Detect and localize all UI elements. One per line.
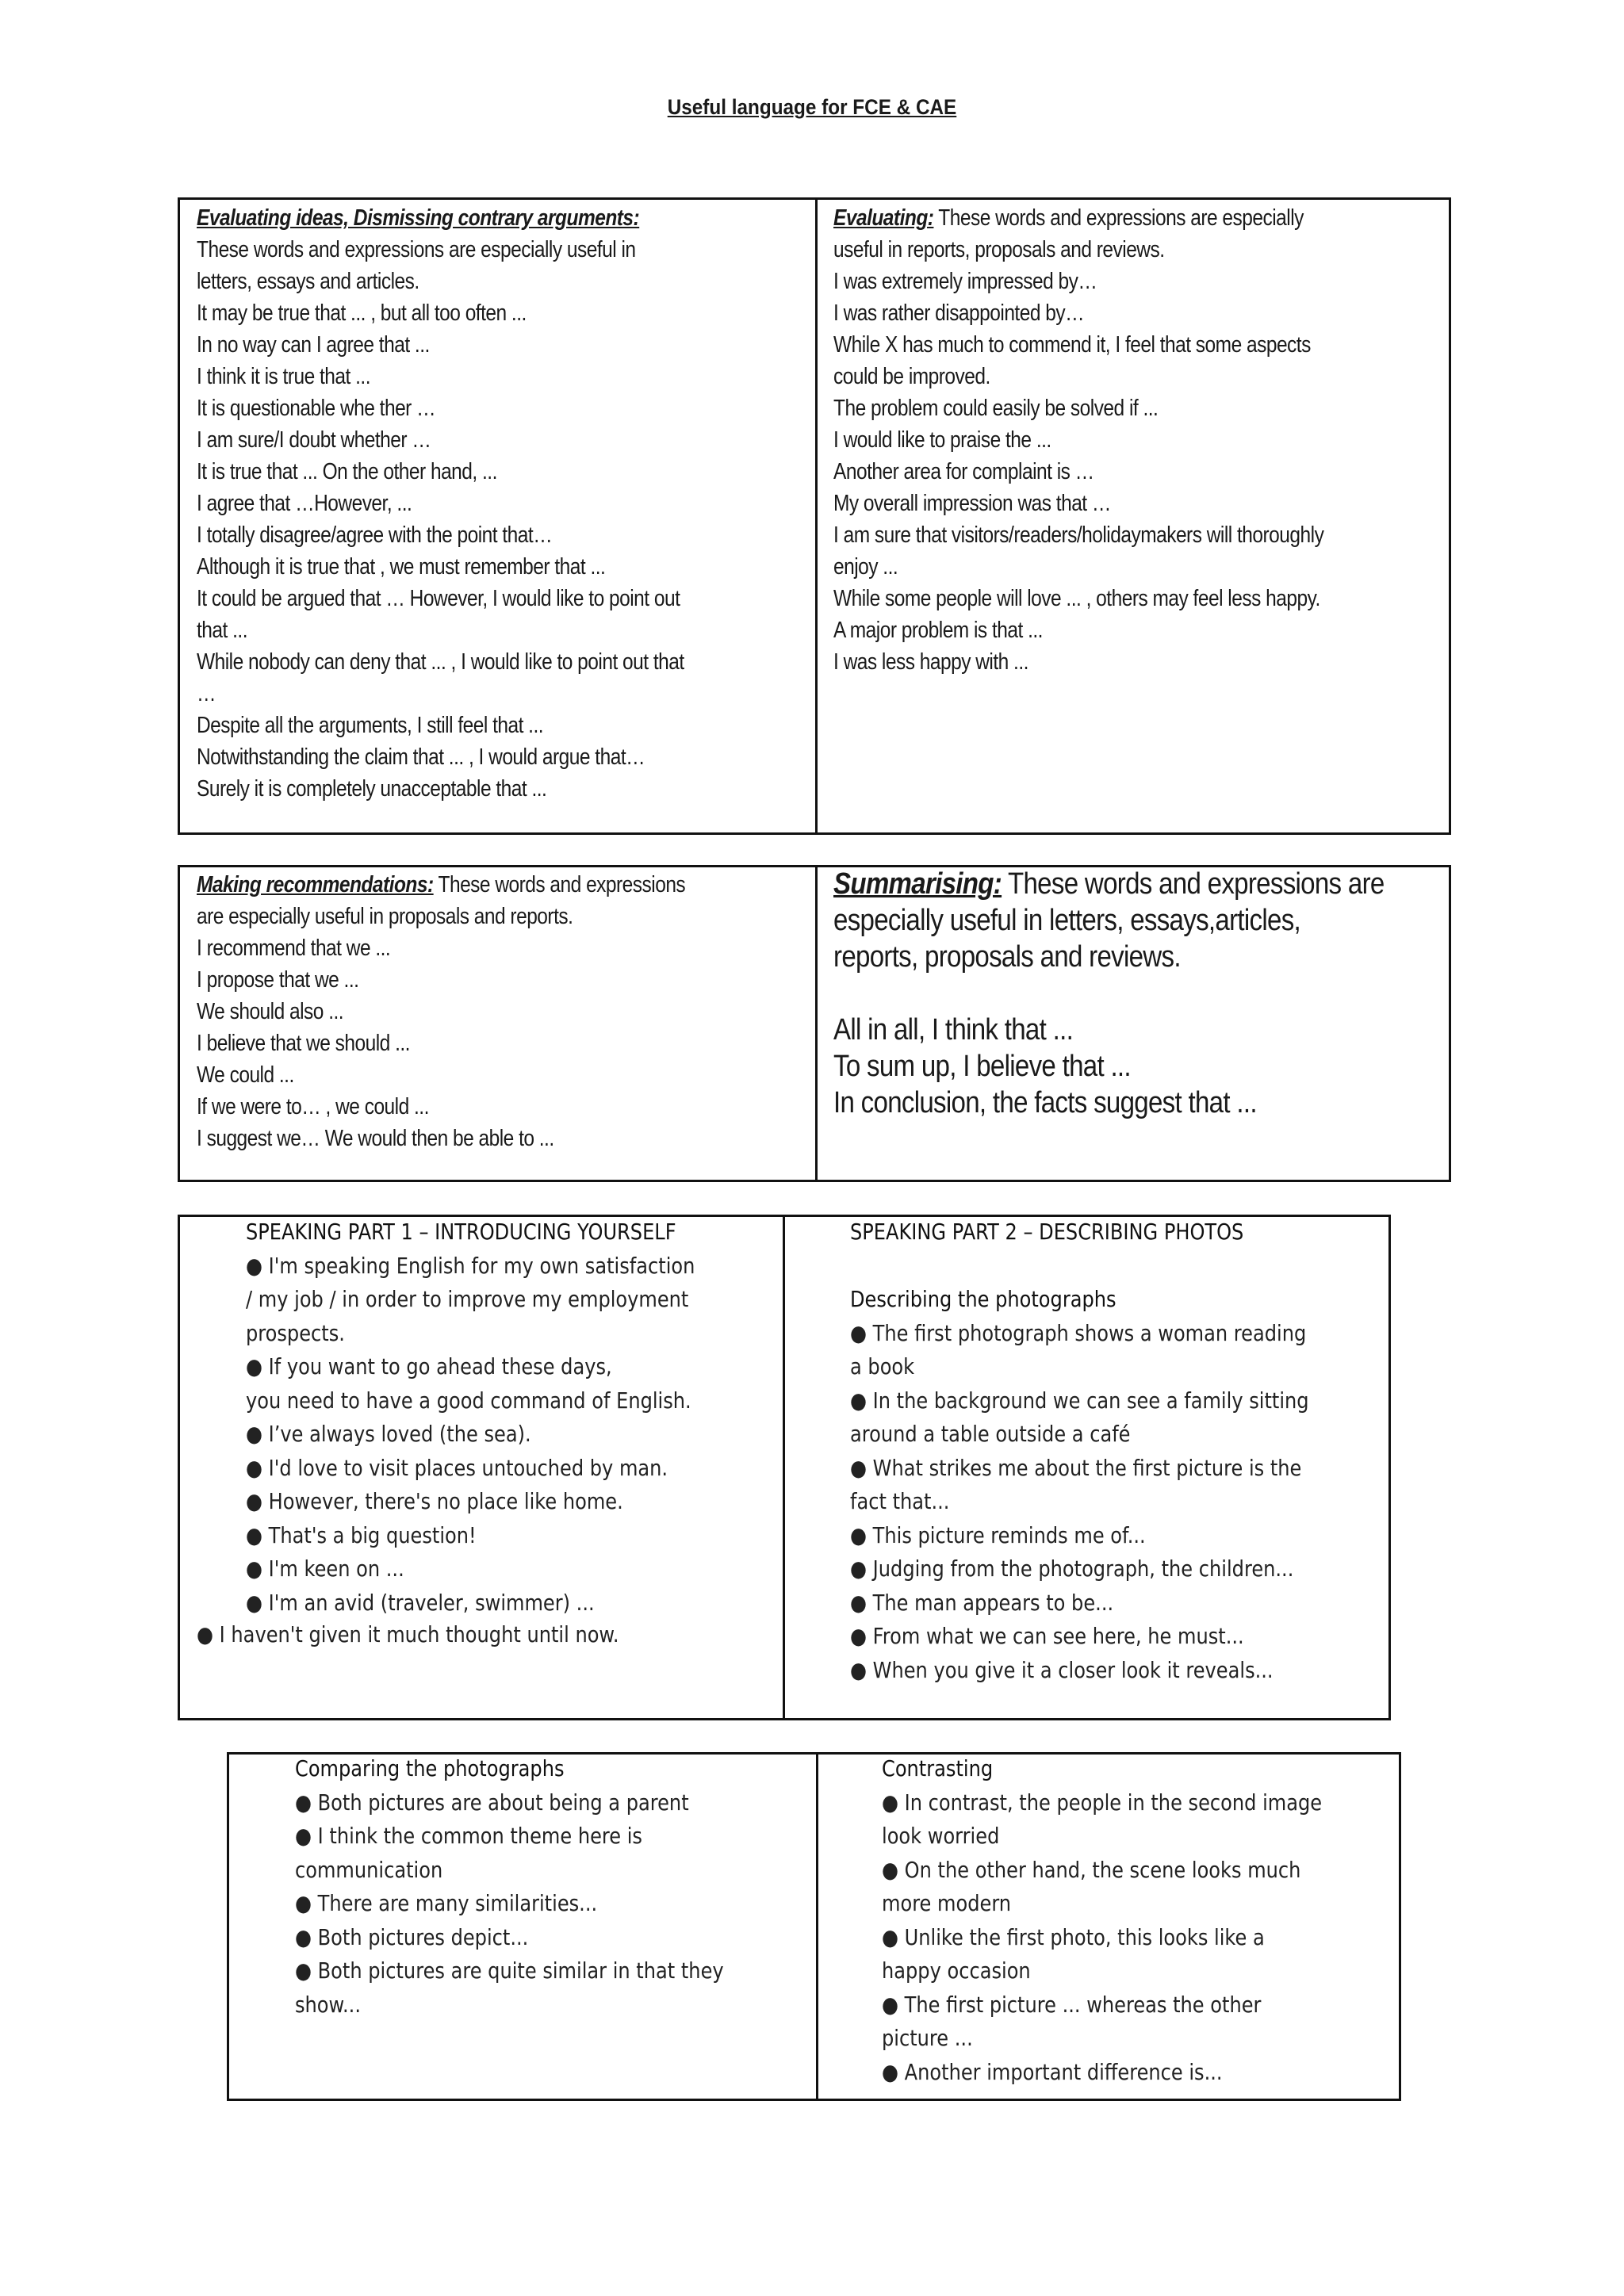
column-divider xyxy=(815,867,818,1180)
phrase-line: While X has much to commend it, I feel that some aspects xyxy=(833,332,1311,358)
example-phrase: To sum up, I believe that ... xyxy=(833,1050,1131,1083)
bullet-line: you need to have a good command of English. xyxy=(246,1387,691,1414)
making-recommendations-cell xyxy=(197,869,810,1180)
phrase-line: I totally disagree/agree with the point that… xyxy=(197,522,553,548)
phrase-list xyxy=(882,1786,1427,2090)
phrase-line: reports, proposals and reviews. xyxy=(833,940,1181,974)
bullet-line: ● There are many similarities... xyxy=(295,1890,598,1916)
bullet-line: ● The first photograph shows a woman reading xyxy=(850,1319,1307,1346)
phrase-line: I was extremely impressed by… xyxy=(833,269,1097,294)
phrase-line: especially useful in letters, essays,articles, xyxy=(833,904,1301,937)
phrase-list xyxy=(850,1317,1409,1688)
evaluating-table xyxy=(178,197,1451,835)
bullet-line: a book xyxy=(850,1353,915,1380)
cell-heading: Comparing the photographs xyxy=(295,1755,565,1781)
phrase-line: We could ... xyxy=(197,1062,294,1088)
phrase-line: useful in reports, proposals and reviews. xyxy=(833,237,1165,262)
bullet-line: ● However, there's no place like home. xyxy=(246,1488,623,1514)
bullet-line: picture ... xyxy=(882,2025,973,2051)
bullet-line: ● Both pictures are about being a parent xyxy=(295,1789,689,1816)
bullet-line: ● What strikes me about the first picture is the xyxy=(850,1454,1302,1481)
phrase-line: It may be true that ... , but all too often ... xyxy=(197,300,527,326)
cell-heading: Summarising: These words and expressions are xyxy=(833,867,1385,901)
recommend-summarise-table xyxy=(178,865,1451,1182)
phrase-line: These words and expressions are especially useful in xyxy=(197,237,636,262)
example-phrase: In conclusion, the facts suggest that ... xyxy=(833,1086,1257,1119)
phrase-line: that ... xyxy=(197,618,248,643)
bullet-line: ● From what we can see here, he must... xyxy=(850,1623,1244,1649)
phrase-line: I would like to praise the ... xyxy=(833,427,1051,453)
bullet-line: ● On the other hand, the scene looks much xyxy=(882,1856,1301,1883)
phrase-line: I agree that …However, ... xyxy=(197,491,412,516)
phrase-line: It is questionable whe ther … xyxy=(197,396,436,421)
phrase-line: I am sure that visitors/readers/holidaymakers will thoroughly xyxy=(833,522,1324,548)
phrase-line: I suggest we… We would then be able to ... xyxy=(197,1126,554,1151)
bullet-line: ● Both pictures depict... xyxy=(295,1923,529,1950)
phrase-line: could be improved. xyxy=(833,364,990,389)
bullet-line: ● Another important difference is... xyxy=(882,2058,1223,2085)
phrase-line: Surely it is completely unacceptable that ... xyxy=(197,776,547,802)
phrase-line: I am sure/I doubt whether … xyxy=(197,427,431,453)
bullet-line: ● Unlike the first photo, this looks like a xyxy=(882,1923,1265,1950)
phrase-list xyxy=(246,1249,805,1621)
contrasting-cell xyxy=(882,1752,1427,2099)
phrase-line: I think it is true that ... xyxy=(197,364,371,389)
page-title: Useful language for FCE & CAE xyxy=(667,95,957,119)
bullet-line: / my job / in order to improve my employment xyxy=(246,1286,689,1312)
cell-heading: Making recommendations: These words and expressions xyxy=(197,872,686,897)
summarising-cell xyxy=(833,866,1454,1180)
evaluating-cell xyxy=(833,202,1447,832)
cell-subheading: Describing the photographs xyxy=(850,1286,1116,1312)
bullet-line: ● In contrast, the people in the second image xyxy=(882,1789,1323,1816)
phrase-list xyxy=(833,902,1454,975)
cell-heading: Contrasting xyxy=(882,1755,994,1781)
phrase-list xyxy=(197,901,810,1154)
cell-heading: SPEAKING PART 2 – DESCRIBING PHOTOS xyxy=(850,1219,1244,1245)
compare-contrast-table xyxy=(227,1752,1401,2101)
cell-heading: Evaluating: These words and expressions are especially xyxy=(833,205,1304,231)
example-list xyxy=(833,1012,1454,1121)
phrase-line: It could be argued that … However, I would like to point out xyxy=(197,586,680,611)
bullet-line: ● When you give it a closer look it reveals... xyxy=(850,1656,1274,1683)
bullet-line: ● This picture reminds me of... xyxy=(850,1521,1146,1548)
phrase-line: In no way can I agree that ... xyxy=(197,332,430,358)
phrase-line: While nobody can deny that ... , I would like to point out that xyxy=(197,649,684,675)
column-divider xyxy=(815,200,818,832)
bullet-line: ● Both pictures are quite similar in that they xyxy=(295,1957,724,1984)
bullet-line: show... xyxy=(295,1991,361,2018)
bullet-line: more modern xyxy=(882,1890,1012,1916)
phrase-list xyxy=(197,234,810,805)
bullet-line: ● I’ve always loved (the sea). xyxy=(246,1421,531,1447)
bullet-line: ● I'm keen on ... xyxy=(246,1556,404,1582)
speaking-table xyxy=(178,1215,1391,1720)
bullet-line: ● The first picture ... whereas the other xyxy=(882,1991,1262,2018)
phrase-line: I propose that we ... xyxy=(197,967,359,993)
bullet-line: ● I think the common theme here is xyxy=(295,1823,642,1849)
bullet-line: happy occasion xyxy=(882,1957,1031,1984)
phrase-line: I was less happy with ... xyxy=(833,649,1028,675)
bullet-line: ● Judging from the photograph, the children... xyxy=(850,1556,1294,1582)
bullet-line: ● If you want to go ahead these days, xyxy=(246,1353,612,1380)
bullet-line: around a table outside a café xyxy=(850,1421,1131,1447)
bullet-line: look worried xyxy=(882,1823,1000,1849)
speaking-part1-last-line: ● I haven't given it much thought until now. xyxy=(197,1621,619,1647)
phrase-line: It is true that ... On the other hand, ... xyxy=(197,459,497,484)
phrase-list xyxy=(833,234,1447,678)
bullet-line: communication xyxy=(295,1856,443,1883)
phrase-list xyxy=(295,1786,841,2022)
bullet-line: prospects. xyxy=(246,1319,345,1346)
bullet-line: ● That's a big question! xyxy=(246,1521,477,1548)
bullet-line: ● I'm speaking English for my own satisfaction xyxy=(246,1252,695,1279)
phrase-line: The problem could easily be solved if ... xyxy=(833,396,1159,421)
bullet-line: ● I'd love to visit places untouched by man. xyxy=(246,1454,668,1481)
cell-heading: Evaluating ideas, Dismissing contrary arguments: xyxy=(197,205,640,231)
bullet-line: ● I'm an avid (traveler, swimmer) ... xyxy=(246,1589,595,1616)
phrase-line: I was rather disappointed by… xyxy=(833,300,1085,326)
phrase-line: enjoy ... xyxy=(833,554,898,580)
phrase-line: If we were to… , we could ... xyxy=(197,1094,429,1119)
phrase-line: Notwithstanding the claim that ... , I would argue that… xyxy=(197,744,645,770)
cell-heading: SPEAKING PART 1 – INTRODUCING YOURSELF xyxy=(246,1219,676,1245)
bullet-line: ● The man appears to be... xyxy=(850,1589,1114,1616)
phrase-line: I believe that we should ... xyxy=(197,1031,410,1056)
phrase-line: I recommend that we ... xyxy=(197,936,391,961)
example-phrase: All in all, I think that ... xyxy=(833,1013,1074,1047)
phrase-line: letters, essays and articles. xyxy=(197,269,419,294)
phrase-line: Although it is true that , we must remember that ... xyxy=(197,554,606,580)
phrase-line: are especially useful in proposals and reports. xyxy=(197,904,573,929)
phrase-line: A major problem is that ... xyxy=(833,618,1043,643)
phrase-line: Despite all the arguments, I still feel that ... xyxy=(197,713,544,738)
evaluating-ideas-cell xyxy=(197,202,810,832)
phrase-line: Another area for complaint is … xyxy=(833,459,1094,484)
comparing-cell xyxy=(295,1752,841,2099)
phrase-line: While some people will love ... , others may feel less happy. xyxy=(833,586,1320,611)
speaking-part2-cell xyxy=(850,1215,1409,1718)
phrase-line: … xyxy=(197,681,216,706)
bullet-line: fact that... xyxy=(850,1488,950,1514)
phrase-line: We should also ... xyxy=(197,999,344,1024)
bullet-line: ● In the background we can see a family sitting xyxy=(850,1387,1309,1414)
phrase-line: My overall impression was that … xyxy=(833,491,1111,516)
